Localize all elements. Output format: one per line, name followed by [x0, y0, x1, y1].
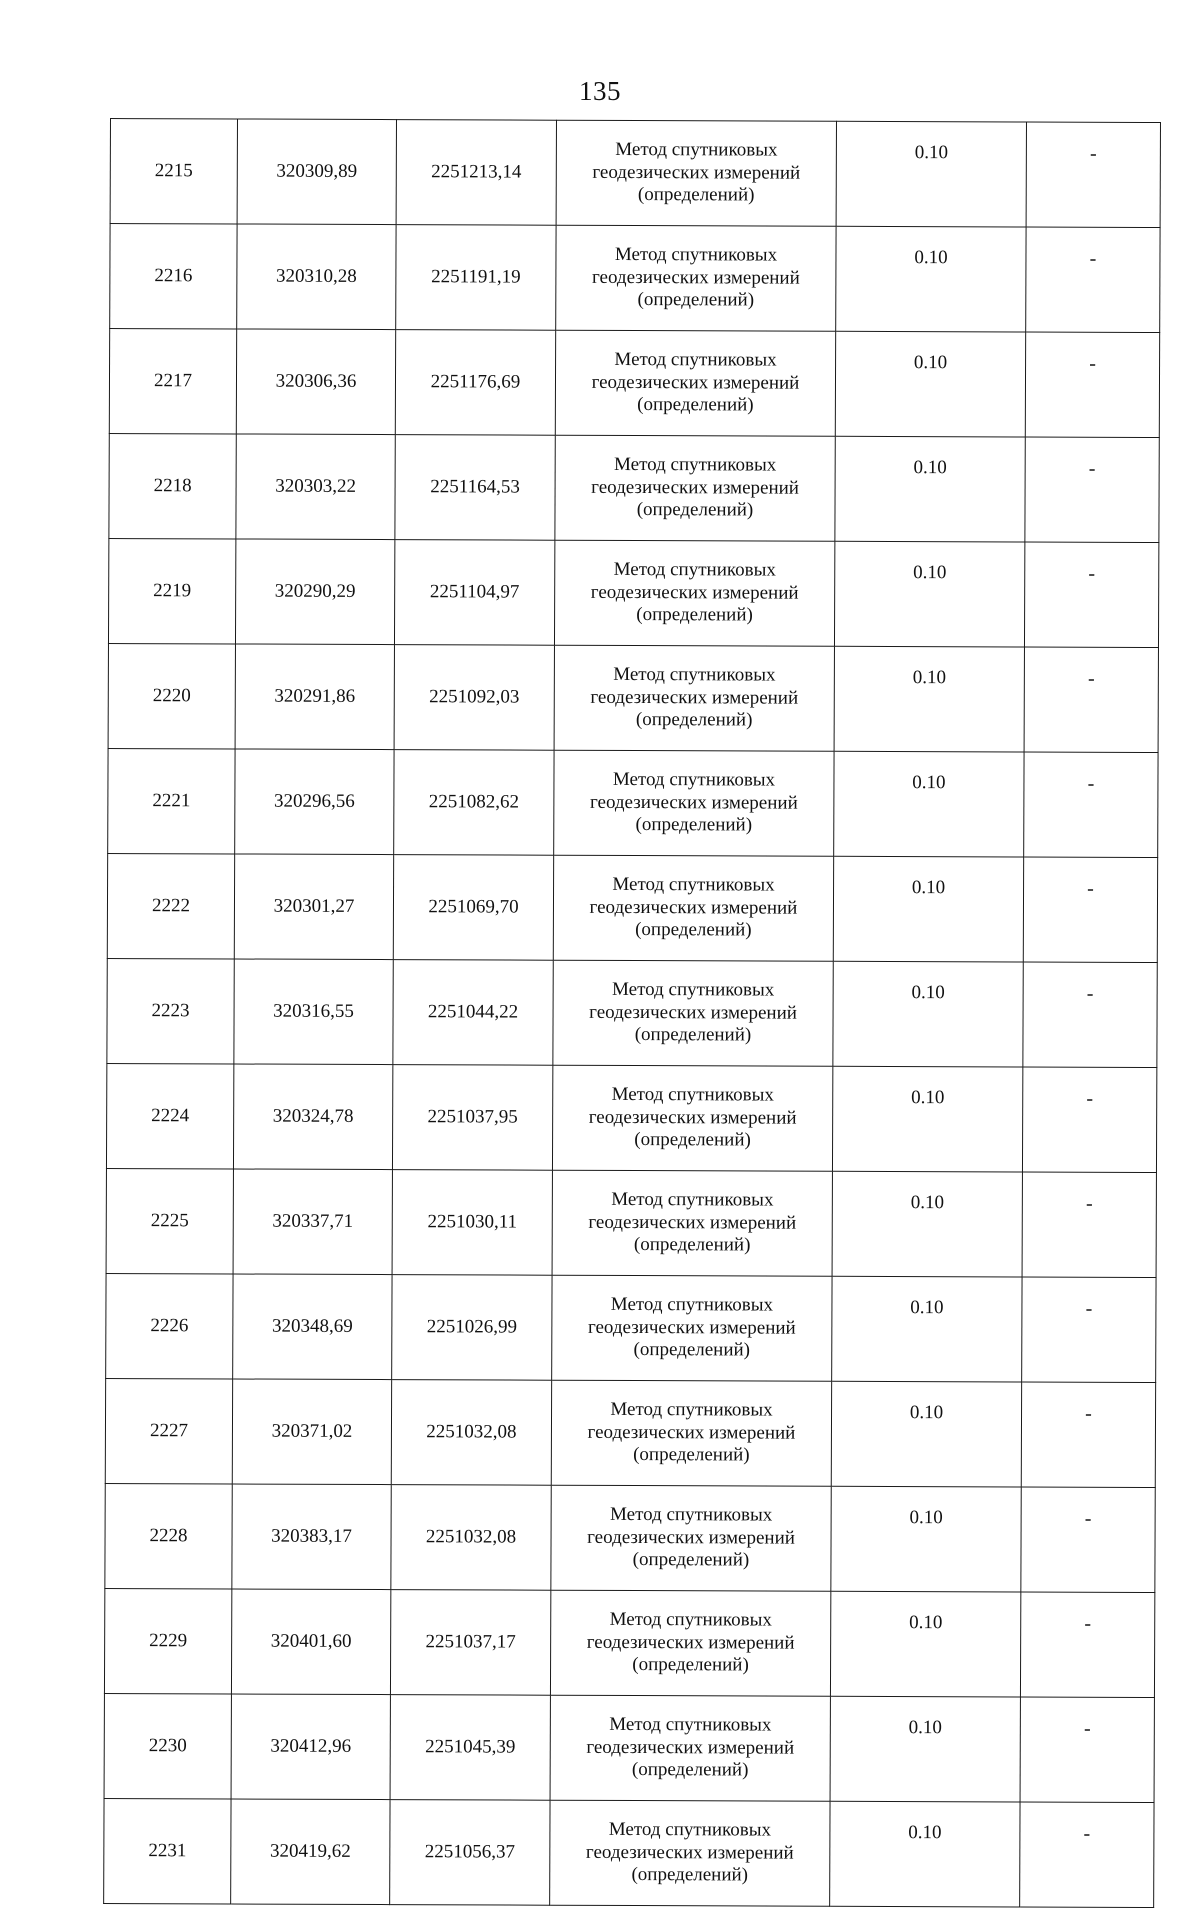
table-row: [106, 1273, 1156, 1382]
method-cell: [553, 855, 833, 961]
method-line: Метод спутниковых: [609, 1504, 773, 1526]
x-coordinate-cell: 320291,86: [235, 644, 394, 750]
method-cell: [551, 1485, 831, 1591]
point-number-cell: 2220: [108, 643, 235, 748]
method-line: Метод спутниковых: [612, 769, 776, 791]
point-number-cell: 2231: [104, 1798, 231, 1903]
method-line: (определений): [634, 1024, 752, 1046]
y-coordinate-cell: 2251044,22: [393, 960, 553, 1066]
method-line: Метод спутниковых: [611, 1189, 774, 1211]
page-number: 135: [579, 76, 621, 106]
method-cell: [552, 1170, 832, 1276]
method-cell: [550, 1695, 830, 1801]
method-line: Метод спутниковых: [609, 1609, 772, 1631]
method-line: Метод спутниковых: [613, 559, 776, 581]
point-number-cell: 2227: [105, 1378, 232, 1483]
x-coordinate-cell: 320401,60: [231, 1589, 390, 1695]
note-cell: -: [1023, 962, 1157, 1068]
note-cell: -: [1022, 1067, 1156, 1173]
point-number-cell: 2221: [108, 748, 235, 853]
accuracy-cell: 0.10: [830, 1801, 1020, 1907]
method-line: Метод спутниковых: [613, 664, 776, 686]
accuracy-cell: 0.10: [836, 121, 1026, 227]
x-coordinate-cell: 320296,56: [235, 749, 394, 855]
accuracy-cell: 0.10: [833, 961, 1023, 1067]
method-line: Метод спутниковых: [611, 979, 775, 1001]
note-cell: -: [1025, 437, 1159, 543]
accuracy-cell: 0.10: [834, 751, 1024, 857]
method-line: геодезических измерений: [587, 1421, 796, 1444]
table-row: [108, 643, 1158, 752]
x-coordinate-cell: 320419,62: [231, 1799, 390, 1905]
method-line: геодезических измерений: [588, 1106, 797, 1129]
accuracy-cell: 0.10: [830, 1591, 1020, 1697]
method-line: Метод спутниковых: [610, 1399, 773, 1421]
method-line: геодезических измерений: [591, 476, 800, 499]
accuracy-cell: 0.10: [835, 436, 1025, 542]
method-line: Метод спутниковых: [615, 139, 778, 161]
x-coordinate-cell: 320309,89: [237, 119, 396, 225]
table-row: [106, 1168, 1156, 1277]
point-number-cell: 2228: [105, 1483, 232, 1588]
x-coordinate-cell: 320371,02: [232, 1379, 391, 1485]
method-line: (определений): [632, 1654, 749, 1676]
method-line: геодезических измерений: [587, 1526, 795, 1549]
table-row: [104, 1798, 1154, 1907]
method-line: (определений): [631, 1759, 749, 1781]
accuracy-cell: 0.10: [835, 331, 1025, 437]
method-line: (определений): [637, 184, 755, 206]
method-line: (определений): [635, 709, 753, 731]
y-coordinate-cell: 2251176,69: [395, 330, 555, 436]
note-cell: -: [1020, 1697, 1154, 1803]
x-coordinate-cell: 320301,27: [234, 854, 393, 960]
accuracy-cell: 0.10: [830, 1696, 1020, 1802]
method-cell: [554, 540, 834, 646]
note-cell: -: [1020, 1592, 1154, 1698]
table-row: [110, 224, 1160, 333]
note-cell: -: [1024, 647, 1158, 753]
x-coordinate-cell: 320303,22: [236, 434, 395, 540]
method-line: (определений): [633, 1339, 751, 1361]
method-line: Метод спутниковых: [611, 1084, 774, 1106]
method-line: геодезических измерений: [590, 686, 799, 709]
point-number-cell: 2225: [106, 1168, 233, 1273]
method-line: геодезических измерений: [591, 371, 800, 394]
y-coordinate-cell: 2251069,70: [393, 855, 553, 961]
table-row: [104, 1693, 1154, 1802]
method-cell: [556, 225, 836, 331]
table-row: [110, 119, 1160, 228]
method-cell: [556, 120, 836, 226]
x-coordinate-cell: 320316,55: [234, 959, 393, 1065]
method-cell: [554, 645, 834, 751]
point-number-cell: 2229: [104, 1588, 231, 1693]
note-cell: -: [1023, 857, 1157, 963]
method-line: (определений): [631, 1864, 749, 1886]
table-row: [107, 958, 1157, 1067]
note-cell: -: [1022, 1277, 1156, 1383]
method-line: (определений): [635, 919, 752, 941]
accuracy-cell: 0.10: [831, 1381, 1021, 1487]
method-cell: [552, 1065, 832, 1171]
note-cell: -: [1022, 1172, 1156, 1278]
method-cell: [550, 1590, 830, 1696]
y-coordinate-cell: 2251056,37: [390, 1800, 550, 1906]
method-line: геодезических измерений: [585, 1841, 794, 1864]
method-line: геодезических измерений: [589, 896, 798, 919]
method-cell: [552, 1275, 832, 1381]
x-coordinate-cell: 320310,28: [237, 224, 396, 330]
method-line: Метод спутниковых: [608, 1819, 772, 1841]
point-number-cell: 2230: [104, 1693, 231, 1798]
table-row: [104, 1588, 1154, 1697]
table-row: [109, 329, 1159, 438]
method-line: геодезических измерений: [587, 1316, 796, 1339]
method-line: геодезических измерений: [592, 161, 801, 184]
point-number-cell: 2219: [108, 538, 235, 643]
y-coordinate-cell: 2251030,11: [392, 1170, 552, 1276]
y-coordinate-cell: 2251104,97: [394, 540, 554, 646]
method-line: Метод спутниковых: [609, 1714, 772, 1736]
x-coordinate-cell: 320337,71: [233, 1169, 392, 1275]
method-line: Метод спутниковых: [614, 454, 777, 476]
method-cell: [553, 960, 833, 1066]
x-coordinate-cell: 320306,36: [236, 329, 395, 435]
coordinates-table-body: [104, 119, 1161, 1908]
note-cell: -: [1026, 227, 1160, 333]
point-number-cell: 2217: [109, 329, 236, 434]
method-line: геодезических измерений: [589, 791, 798, 814]
method-line: (определений): [636, 499, 754, 521]
note-cell: -: [1020, 1802, 1154, 1908]
note-cell: -: [1024, 542, 1158, 648]
method-line: геодезических измерений: [590, 581, 799, 604]
y-coordinate-cell: 2251037,95: [392, 1065, 552, 1171]
y-coordinate-cell: 2251045,39: [390, 1695, 550, 1801]
method-line: (определений): [635, 814, 753, 836]
y-coordinate-cell: 2251164,53: [395, 435, 555, 541]
accuracy-cell: 0.10: [834, 541, 1024, 647]
point-number-cell: 2218: [109, 433, 236, 538]
x-coordinate-cell: 320324,78: [233, 1064, 392, 1170]
table-row: [108, 538, 1158, 647]
table-row: [106, 1063, 1156, 1172]
method-line: Метод спутниковых: [614, 349, 777, 371]
point-number-cell: 2215: [110, 119, 237, 224]
accuracy-cell: 0.10: [833, 856, 1023, 962]
y-coordinate-cell: 2251191,19: [396, 225, 556, 331]
x-coordinate-cell: 320412,96: [231, 1694, 390, 1800]
method-line: (определений): [636, 604, 753, 626]
method-cell: [554, 750, 834, 856]
method-line: Метод спутниковых: [614, 244, 778, 266]
x-coordinate-cell: 320290,29: [235, 539, 394, 645]
accuracy-cell: 0.10: [836, 226, 1026, 332]
table-row: [105, 1483, 1155, 1592]
method-line: (определений): [633, 1234, 751, 1256]
table-row: [108, 748, 1158, 857]
method-line: (определений): [637, 394, 754, 416]
point-number-cell: 2216: [110, 224, 237, 329]
accuracy-cell: 0.10: [832, 1276, 1022, 1382]
point-number-cell: 2224: [106, 1063, 233, 1168]
method-cell: [555, 330, 835, 436]
accuracy-cell: 0.10: [834, 646, 1024, 752]
table-row: [105, 1378, 1155, 1487]
method-cell: [551, 1380, 831, 1486]
method-line: геодезических измерений: [589, 1001, 797, 1024]
method-line: геодезических измерений: [586, 1736, 795, 1759]
method-line: геодезических измерений: [588, 1211, 797, 1234]
method-cell: [550, 1800, 830, 1906]
method-line: (определений): [632, 1549, 750, 1571]
y-coordinate-cell: 2251213,14: [396, 120, 556, 226]
point-number-cell: 2222: [107, 853, 234, 958]
note-cell: -: [1021, 1382, 1155, 1488]
accuracy-cell: 0.10: [832, 1066, 1022, 1172]
note-cell: -: [1024, 752, 1158, 858]
point-number-cell: 2226: [106, 1273, 233, 1378]
y-coordinate-cell: 2251082,62: [394, 750, 554, 856]
coordinates-table: [103, 118, 1161, 1908]
note-cell: -: [1025, 332, 1159, 438]
y-coordinate-cell: 2251037,17: [390, 1590, 550, 1696]
method-line: (определений): [637, 289, 755, 311]
y-coordinate-cell: 2251092,03: [394, 645, 554, 751]
x-coordinate-cell: 320383,17: [232, 1484, 391, 1590]
note-cell: -: [1021, 1487, 1155, 1593]
table-row: [107, 853, 1157, 962]
method-line: (определений): [633, 1444, 750, 1466]
y-coordinate-cell: 2251032,08: [391, 1380, 551, 1486]
accuracy-cell: 0.10: [832, 1171, 1022, 1277]
point-number-cell: 2223: [107, 958, 234, 1063]
method-line: геодезических измерений: [586, 1631, 795, 1654]
note-cell: -: [1026, 122, 1160, 228]
x-coordinate-cell: 320348,69: [233, 1274, 392, 1380]
y-coordinate-cell: 2251026,99: [392, 1275, 552, 1381]
method-cell: [555, 435, 835, 541]
accuracy-cell: 0.10: [831, 1486, 1021, 1592]
table-row: [109, 433, 1159, 542]
method-line: Метод спутниковых: [612, 874, 775, 896]
method-line: (определений): [634, 1129, 751, 1151]
y-coordinate-cell: 2251032,08: [391, 1485, 551, 1591]
method-line: геодезических измерений: [591, 266, 800, 289]
method-line: Метод спутниковых: [610, 1294, 774, 1316]
